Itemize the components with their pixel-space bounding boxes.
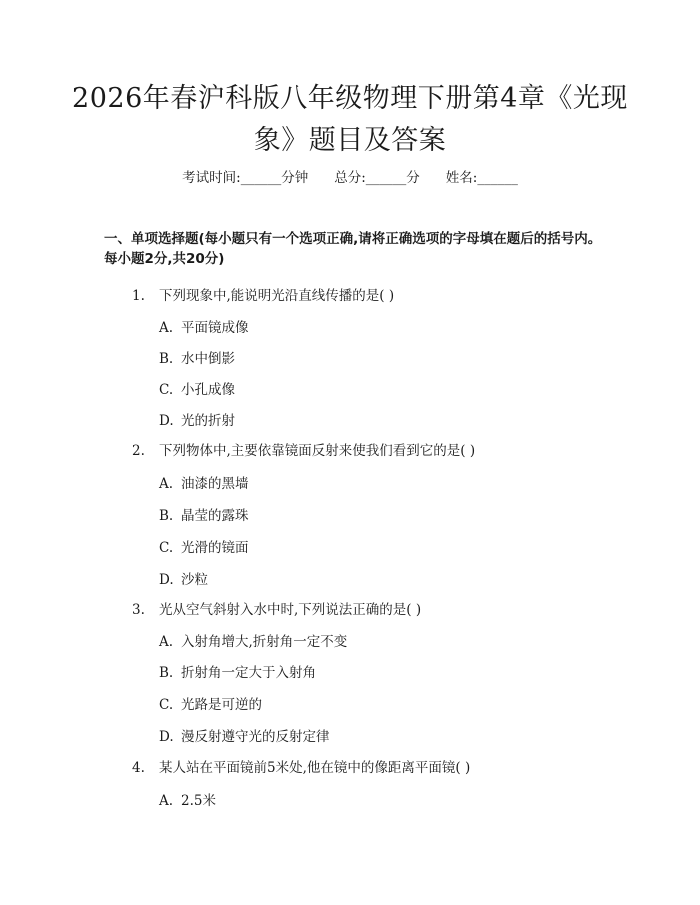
option-3c: [159, 695, 262, 715]
score-label: 总分:: [334, 170, 366, 186]
time-unit: 分钟: [281, 170, 309, 186]
option-1b: [159, 349, 235, 369]
option-text: 光滑的镜面: [181, 540, 249, 556]
option-letter: D.: [159, 413, 174, 429]
score-blank: ______: [365, 170, 407, 186]
option-3b: [159, 663, 316, 683]
page-title: 2026年春沪科版八年级物理下册第4章《光现象》题目及答案: [72, 83, 628, 156]
option-text: 平面镜成像: [181, 320, 249, 336]
option-2c: [159, 538, 249, 558]
question-text: 光从空气斜射入水中时,下列说法正确的是( ): [159, 602, 422, 618]
question-text: 下列物体中,主要依靠镜面反射来使我们看到它的是( ): [159, 443, 476, 459]
time-blank: ______: [240, 170, 282, 186]
question-number: 1.: [132, 288, 145, 304]
option-text: 光路是可逆的: [181, 697, 262, 713]
option-3d: [159, 727, 330, 747]
option-letter: C.: [159, 540, 174, 556]
option-text: 水中倒影: [181, 351, 235, 367]
option-text: 沙粒: [181, 572, 208, 588]
option-letter: A.: [159, 793, 174, 809]
option-text: 光的折射: [181, 413, 235, 429]
option-text: 折射角一定大于入射角: [181, 665, 316, 681]
exam-meta-line: [0, 168, 700, 188]
option-4a: [159, 791, 216, 811]
name-blank: ______: [477, 170, 518, 186]
question-4: [132, 758, 470, 778]
option-letter: D.: [159, 729, 174, 745]
question-1: [132, 286, 394, 306]
option-letter: A.: [159, 320, 174, 336]
option-text: 小孔成像: [181, 382, 235, 398]
option-text: 入射角增大,折射角一定不变: [181, 634, 348, 650]
option-text: 漫反射遵守光的反射定律: [181, 729, 330, 745]
option-letter: C.: [159, 697, 174, 713]
question-number: 3.: [132, 602, 145, 618]
name-label: 姓名:: [445, 170, 478, 186]
section-heading: 一、单项选择题(每小题只有一个选项正确,请将正确选项的字母填在题后的括号内。每小题2分,共20分): [104, 231, 602, 267]
question-number: 2.: [132, 443, 145, 459]
option-text: 2.5米: [181, 793, 216, 809]
option-2b: [159, 506, 249, 526]
option-text: 油漆的黑墙: [181, 476, 249, 492]
option-2d: [159, 570, 208, 590]
option-letter: A.: [159, 476, 174, 492]
option-3a: [159, 632, 347, 652]
option-letter: A.: [159, 634, 174, 650]
score-unit: 分: [406, 170, 420, 186]
question-text: 某人站在平面镜前5米处,他在镜中的像距离平面镜( ): [159, 760, 471, 776]
option-1a: [159, 318, 249, 338]
option-letter: D.: [159, 572, 174, 588]
question-number: 4.: [132, 760, 145, 776]
option-2a: [159, 474, 249, 494]
option-1d: [159, 411, 235, 431]
option-letter: B.: [159, 508, 174, 524]
option-letter: B.: [159, 351, 174, 367]
option-letter: B.: [159, 665, 174, 681]
question-2: [132, 441, 475, 461]
option-text: 晶莹的露珠: [181, 508, 249, 524]
time-label: 考试时间:: [182, 170, 241, 186]
option-1c: [159, 380, 235, 400]
question-text: 下列现象中,能说明光沿直线传播的是( ): [159, 288, 395, 304]
option-letter: C.: [159, 382, 174, 398]
question-3: [132, 600, 421, 620]
